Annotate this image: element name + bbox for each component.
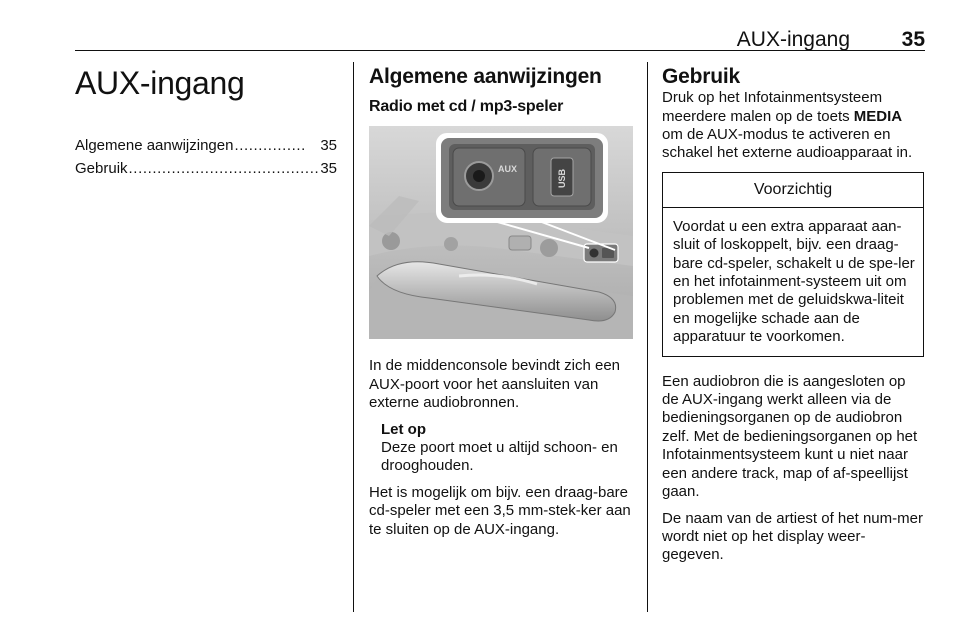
portable-player-paragraph: Het is mogelijk om bijv. een draag-bare cd-speler met een 3,5 mm-stek-ker aan te sluiten op de AUX-ingang. [369, 483, 631, 538]
media-button-label: MEDIA [853, 107, 903, 125]
usb-label: USB [557, 169, 567, 189]
page-number: 35 [901, 28, 925, 51]
right-column [662, 62, 924, 565]
section-heading-algemene-aanwijzingen: Algemene aanwijzingen [369, 65, 602, 88]
column-divider-right [647, 62, 648, 612]
aux-port-photo [369, 126, 633, 339]
usage-text-after: om de AUX-modus te activeren en schakel het externe audioapparaat in. [662, 126, 913, 162]
caution-box [662, 172, 924, 357]
toc-entry-gebruik[interactable] [75, 157, 337, 180]
toc-entry-label: Algemene aanwijzingen [75, 137, 234, 155]
display-paragraph: De naam van de artiest of het num-mer wordt niet op het display weer-gegeven. [662, 509, 923, 564]
usage-text-before: Druk op het Infotainmentsysteem meerdere malen op de toets [662, 89, 883, 125]
running-header-title: AUX-ingang [736, 28, 850, 51]
toc-leader-dots: ............... [234, 137, 306, 155]
subheading-radio-cd-mp3: Radio met cd / mp3-speler [369, 98, 564, 116]
caution-text: Voordat u een extra apparaat aan-sluit of loskoppelt, bijv. een draag-bare cd-speler, schakelt u de spe-ler en het infotainment-systeem uit om problemen met de geluidskwa-liteit en mogelijke schade aan de apparatuur te voorkomen. [673, 217, 915, 346]
aux-port-illustration [369, 126, 633, 339]
section-heading-gebruik: Gebruik [662, 65, 740, 88]
left-column [75, 62, 337, 180]
aux-controls-paragraph: Een audiobron die is aangesloten op de AUX-ingang werkt alleen via de bedieningsorganen op de audiobron zelf. Met de bedieningsorganen op het Infotainmentsysteem kunt u niet naar een andere track, map of af-speellijst gaan. [662, 372, 918, 501]
chapter-title: AUX-ingang [75, 65, 245, 101]
header-rule [75, 50, 925, 51]
middle-column [369, 62, 633, 539]
aux-label: AUX [498, 164, 518, 175]
usage-paragraph [662, 89, 924, 163]
note-title: Let op [381, 420, 426, 438]
intro-paragraph: In de middenconsole bevindt zich een AUX-poort voor het aansluiten van externe audiobronnen. [369, 357, 621, 412]
note-text: Deze poort moet u altijd schoon- en drooghouden. [381, 439, 618, 475]
toc-entry-page: 35 [320, 137, 337, 155]
column-divider-left [353, 62, 354, 612]
note-block [381, 421, 633, 476]
table-of-contents [75, 134, 337, 180]
toc-entry-label: Gebruik [75, 160, 128, 178]
toc-entry-page: 35 [320, 160, 337, 178]
running-header [75, 28, 925, 52]
caution-title: Voorzichtig [663, 173, 923, 208]
toc-leader-dots: ........................................ [128, 160, 320, 178]
toc-entry-algemene-aanwijzingen[interactable] [75, 134, 337, 157]
